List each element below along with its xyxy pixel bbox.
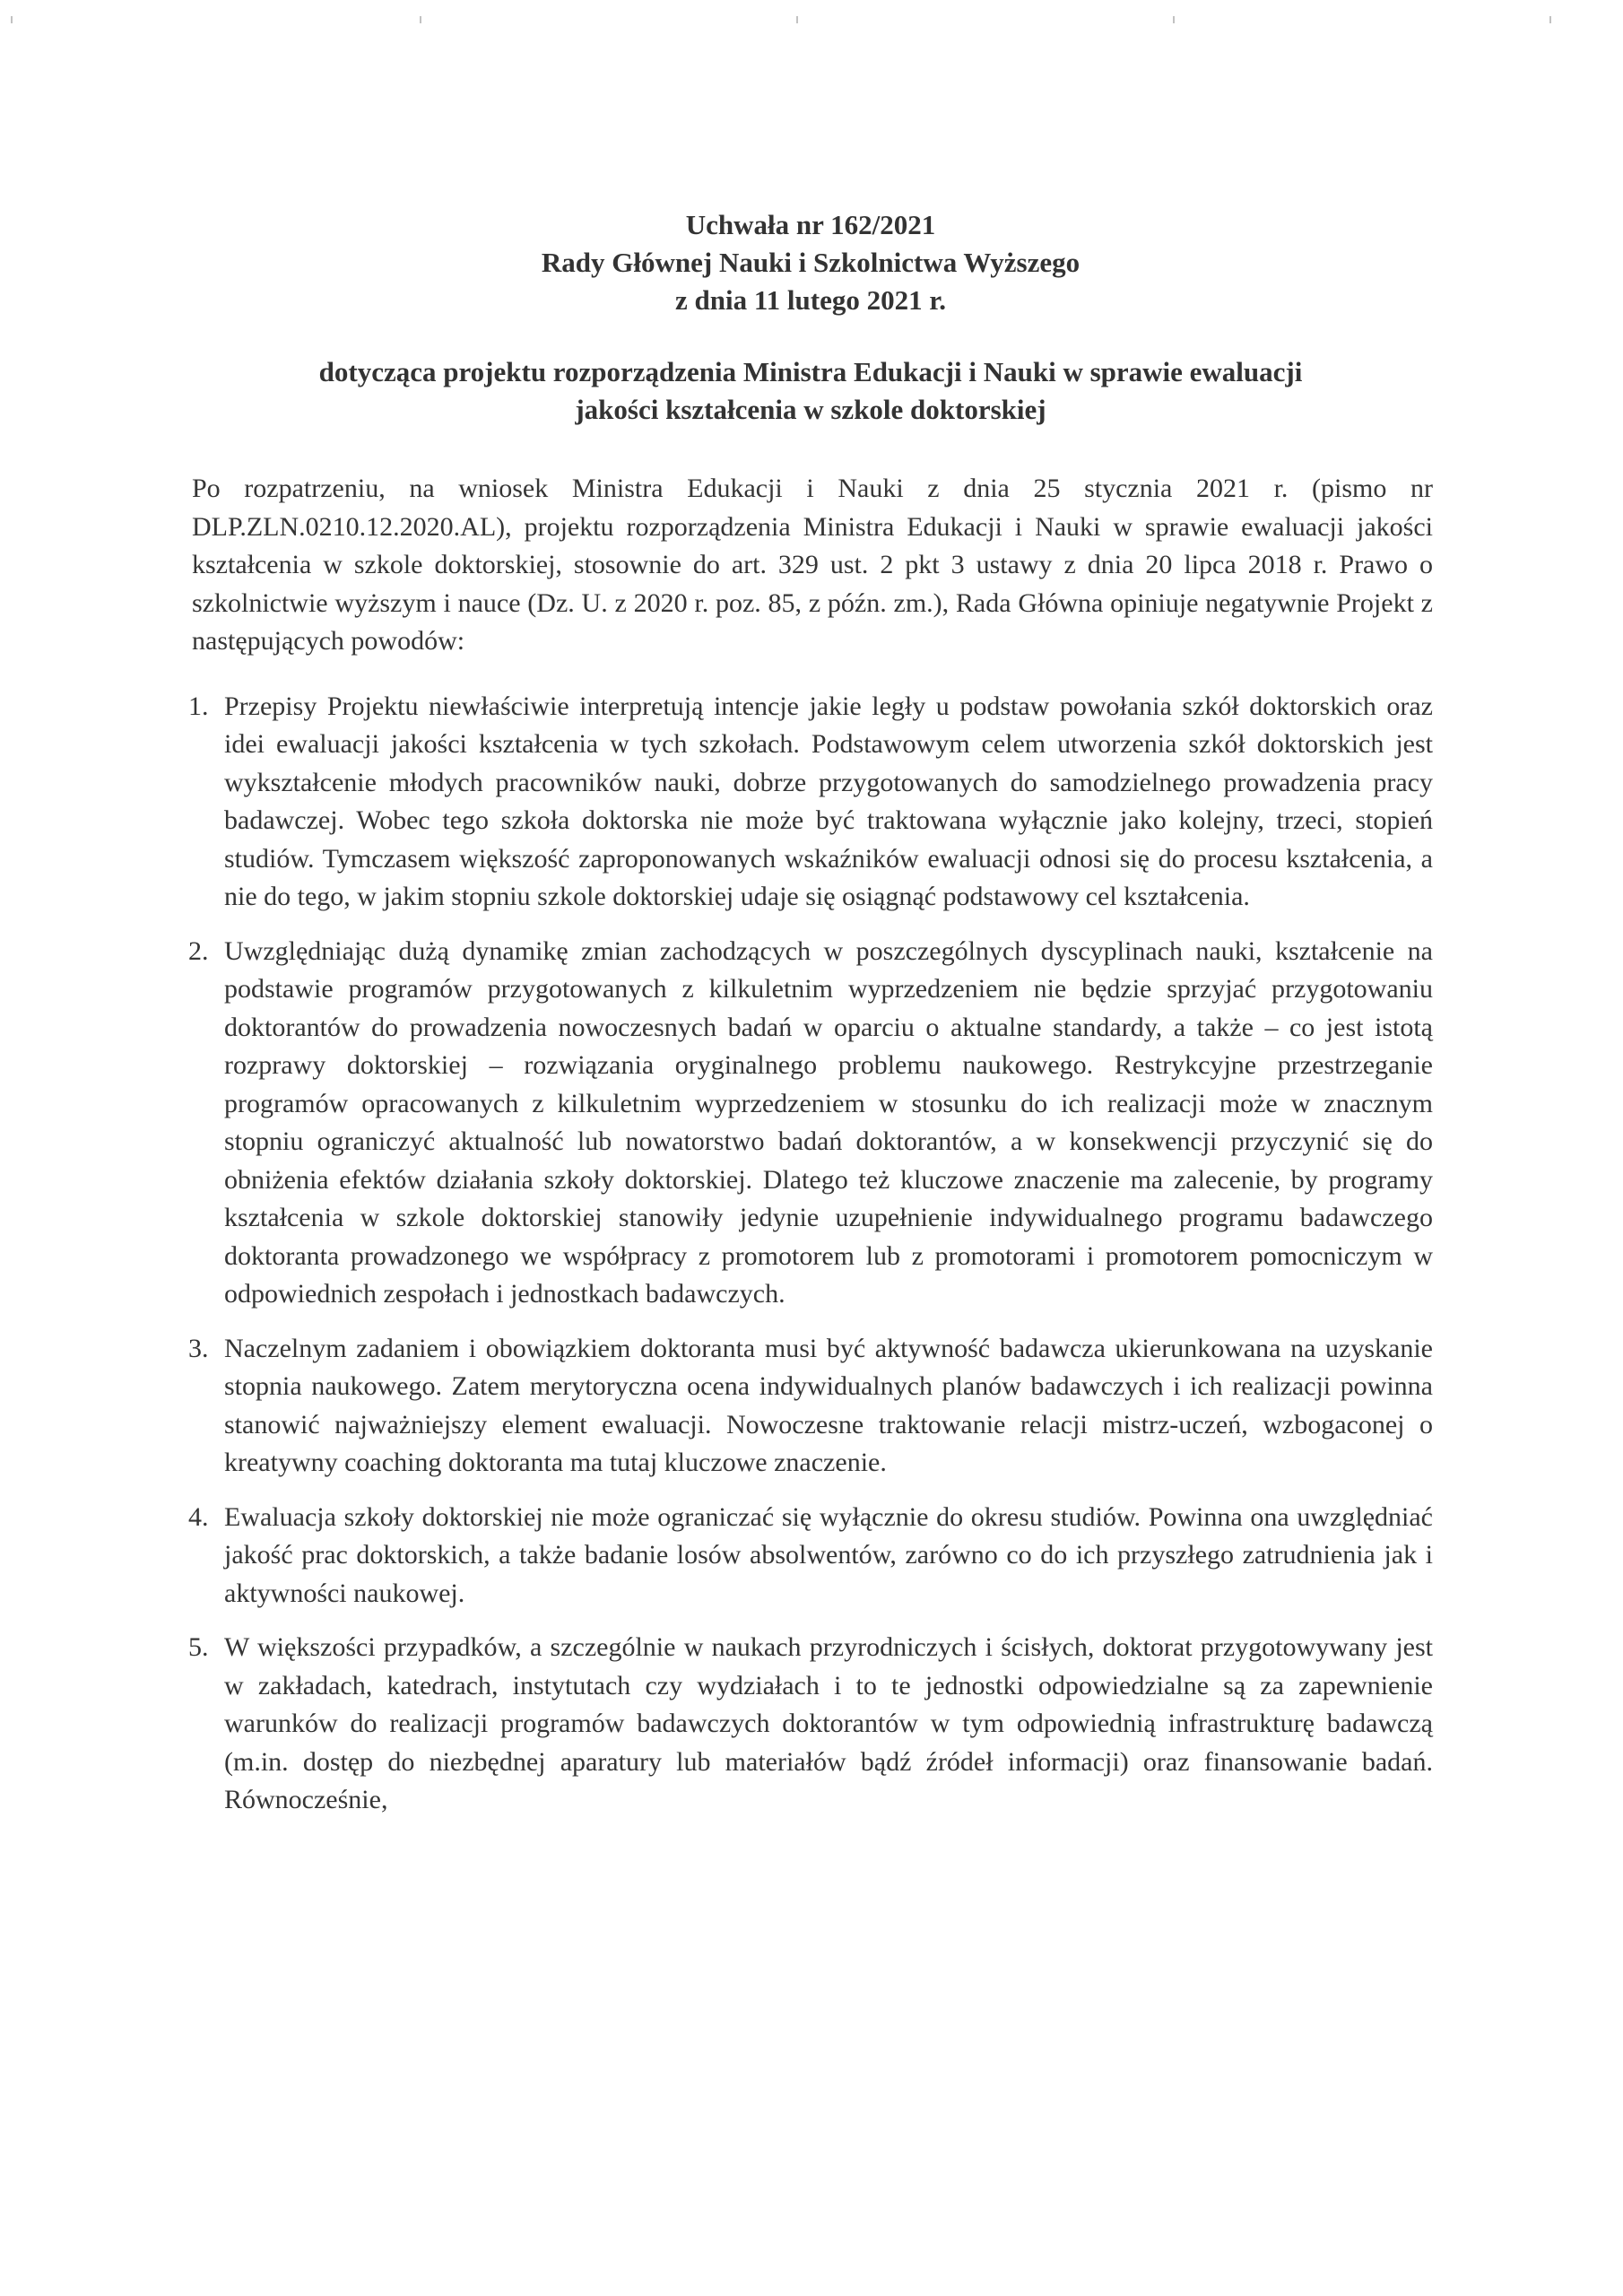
reason-text: Naczelnym zadaniem i obowiązkiem doktoranta musi być aktywność badawcza ukierunkowana na uzyskanie stopnia naukowego. Zatem merytoryczna ocena indywidualnych planów badawczych i ich realizacji powinna stanowić najważniejszy element ewaluacji. Nowoczesne traktowanie relacji mistrz-uczeń, wzbogaconej o kreatywny coaching doktoranta ma tutaj kluczowe znaczenie.: [224, 1333, 1433, 1477]
resolution-number: Uchwała nr 162/2021: [685, 209, 936, 240]
reason-item-3: [188, 1330, 1433, 1483]
issuing-body: Rady Głównej Nauki i Szkolnictwa Wyższego: [541, 247, 1081, 278]
scan-artifact: [11, 16, 13, 23]
document-page: [188, 206, 1433, 1820]
resolution-subject: [188, 353, 1433, 429]
scan-artifact: [1173, 16, 1175, 23]
resolution-header: [188, 206, 1433, 319]
scan-artifact: [1549, 16, 1551, 23]
resolution-date: z dnia 11 lutego 2021 r.: [675, 284, 946, 316]
reason-item-1: [188, 688, 1433, 917]
reason-number: 5.: [188, 1632, 209, 1662]
scan-artifact: [420, 16, 421, 23]
reason-number: 4.: [188, 1501, 209, 1532]
reason-number: 2.: [188, 935, 209, 966]
reason-text: Przepisy Projektu niewłaściwie interpretują intencje jakie legły u podstaw powołania szkół doktorskich oraz idei ewaluacji jakości kształcenia w tych szkołach. Podstawowym celem utworzenia szkół doktorskich jest wykształcenie młodych pracowników nauki, dobrze przygotowanych do samodzielnego prowadzenia pracy badawczej. Wobec tego szkoła doktorska nie może być traktowana wyłącznie jako kolejny, trzeci, stopień studiów. Tymczasem większość zaproponowanych wskaźników ewaluacji odnosi się do procesu kształcenia, a nie do tego, w jakim stopniu szkole doktorskiej udaje się osiągnąć podstawowy cel kształcenia.: [224, 691, 1433, 911]
scan-artifact: [796, 16, 798, 23]
reason-item-5: [188, 1629, 1433, 1820]
reason-item-4: [188, 1499, 1433, 1613]
reason-item-2: [188, 933, 1433, 1314]
reason-number: 3.: [188, 1333, 209, 1363]
subject-line-1: dotycząca projektu rozporządzenia Ministra Edukacji i Nauki w sprawie ewaluacji: [318, 356, 1303, 387]
reason-text: Uwzględniając dużą dynamikę zmian zachodzących w poszczególnych dyscyplinach nauki, kształcenie na podstawie programów przygotowanych z kilkuletnim wyprzedzeniem nie będzie sprzyjać przygotowaniu doktorantów do prowadzenia nowoczesnych badań w oparciu o aktualne standardy, a także – co jest istotą rozprawy doktorskiej – rozwiązania oryginalnego problemu naukowego. Restrykcyjne przestrzeganie programów opracowanych z kilkuletnim wyprzedzeniem w stosunku do ich realizacji może w znacznym stopniu ograniczyć aktualność lub nowatorstwo badań doktorantów, a w konsekwencji przyczynić się do obniżenia efektów działania szkoły doktorskiej. Dlatego też kluczowe znaczenie ma zalecenie, by programy kształcenia w szkole doktorskiej stanowiły jedynie uzupełnienie indywidualnego programu badawczego doktoranta prowadzonego we współpracy z promotorem lub z promotorami i promotorem pomocniczym w odpowiednich zespołach i jednostkach badawczych.: [224, 935, 1433, 1309]
subject-line-2: jakości kształcenia w szkole doktorskiej: [575, 394, 1046, 425]
reasons-list: [188, 688, 1433, 1820]
intro-paragraph: Po rozpatrzeniu, na wniosek Ministra Edukacji i Nauki z dnia 25 stycznia 2021 r. (pismo nr DLP.ZLN.0210.12.2020.AL), projektu rozporządzenia Ministra Edukacji i Nauki w sprawie ewaluacji jakości kształcenia w szkole doktorskiej, stosownie do art. 329 ust. 2 pkt 3 ustawy z dnia 20 lipca 2018 r. Prawo o szkolnictwie wyższym i nauce (Dz. U. z 2020 r. poz. 85, z późn. zm.), Rada Główna opiniuje negatywnie Projekt z następujących powodów:: [192, 474, 1433, 656]
reason-number: 1.: [188, 691, 209, 721]
reason-text: W większości przypadków, a szczególnie w naukach przyrodniczych i ścisłych, doktorat przygotowywany jest w zakładach, katedrach, instytutach czy wydziałach i to te jednostki odpowiedzialne są za zapewnienie warunków do realizacji programów badawczych doktorantów w tym odpowiednią infrastrukturę badawczą (m.in. dostęp do niezbędnej aparatury lub materiałów bądź źródeł informacji) oraz finansowanie badań. Równocześnie,: [224, 1632, 1433, 1814]
reason-text: Ewaluacja szkoły doktorskiej nie może ograniczać się wyłącznie do okresu studiów. Powinna ona uwzględniać jakość prac doktorskich, a także badanie losów absolwentów, zarówno co do ich przyszłego zatrudnienia jak i aktywności naukowej.: [224, 1501, 1433, 1608]
